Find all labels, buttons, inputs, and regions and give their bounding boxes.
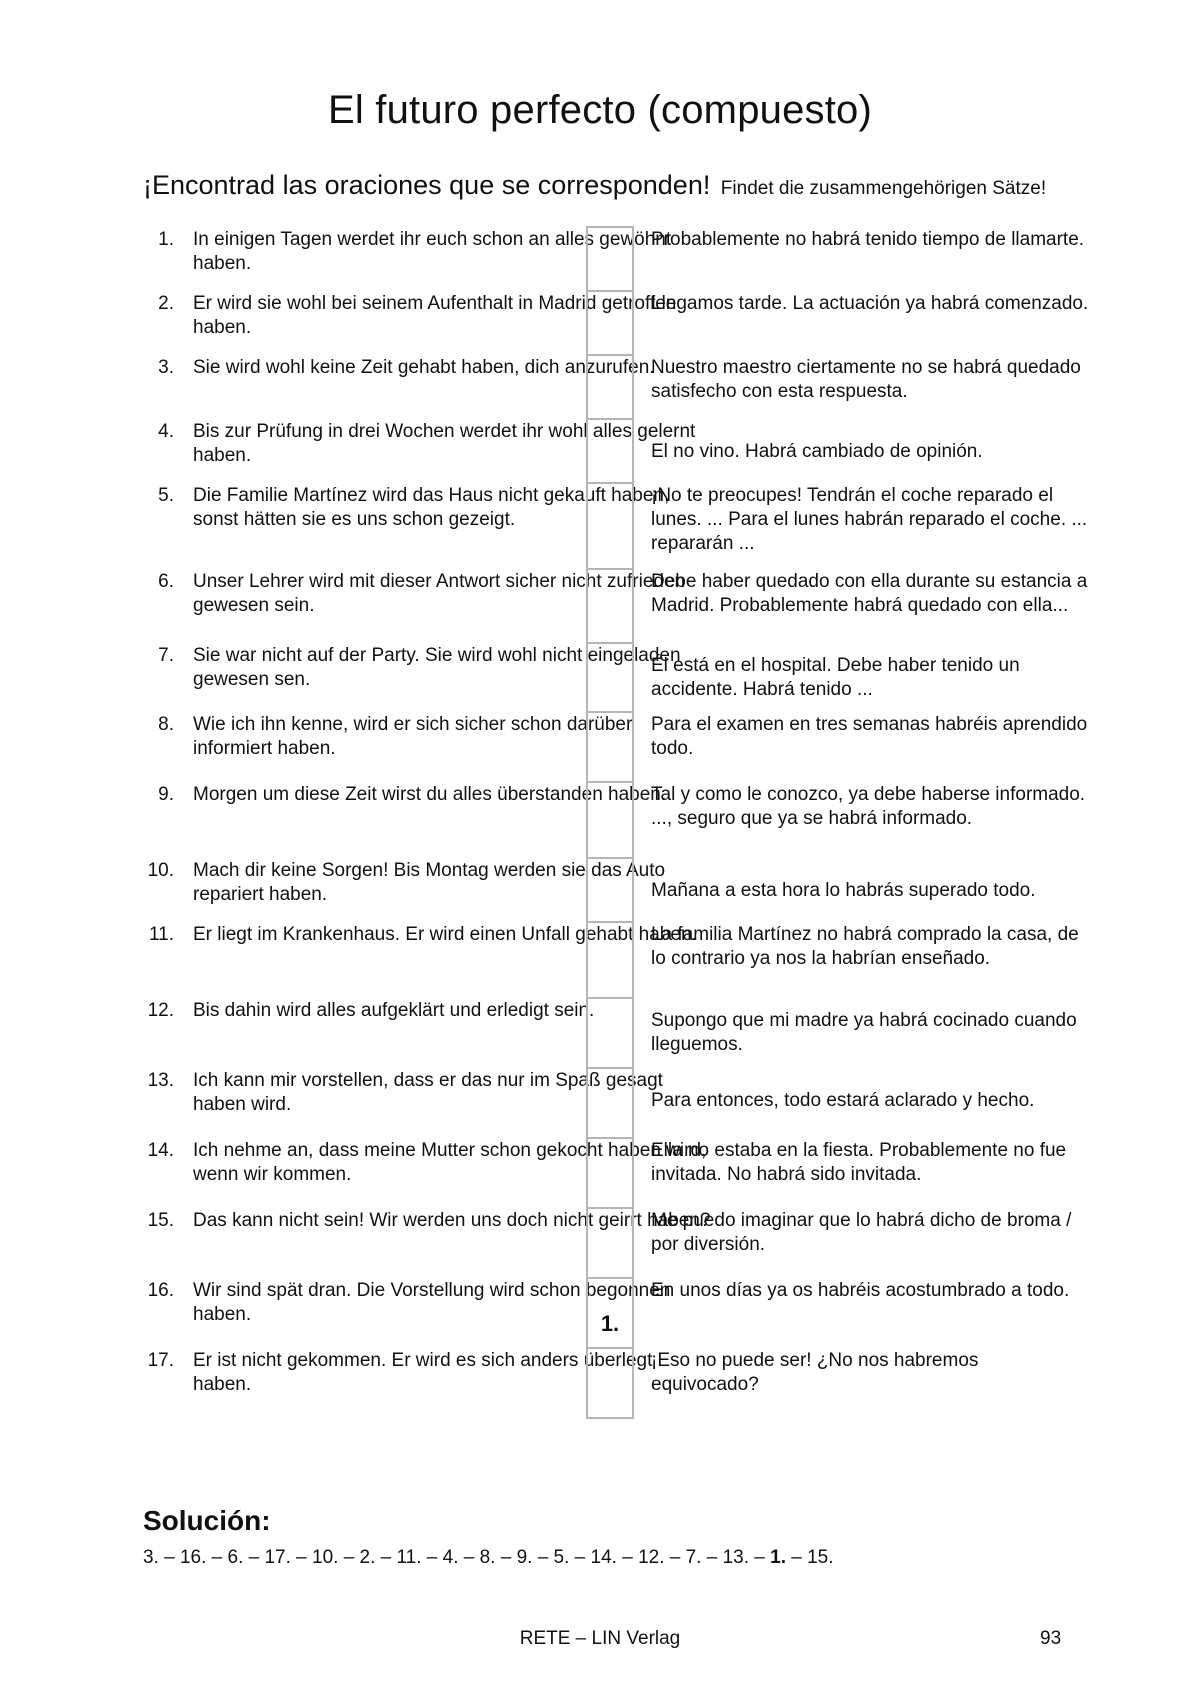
solution-sequence-start: 3. – 16. – 6. – 17. – 10. – 2. – 11. – 4. – 8. – 9. – 5. – 14. – 12. – 7. – 13. – — [143, 1547, 765, 1568]
solution-heading: Solución: — [143, 1505, 271, 1536]
row-number: 7. — [158, 645, 174, 666]
row-number: 5. — [158, 485, 174, 506]
spanish-sentence: La familia Martínez no habrá comprado la casa, de lo contrario ya nos la habrían enseñado. — [651, 924, 1079, 969]
answer-box[interactable]: 1. — [586, 1277, 634, 1349]
row-number: 11. — [148, 924, 174, 945]
answer-box[interactable] — [586, 226, 634, 292]
german-sentence: Das kann nicht sein! Wir werden uns doch nicht geirrt haben? — [193, 1210, 711, 1231]
answer-box[interactable] — [586, 642, 634, 713]
answer-box[interactable] — [586, 568, 634, 644]
row-number: 4. — [158, 421, 174, 442]
row-number: 13. — [147, 1070, 174, 1091]
instruction-german: Findet die zusammengehörigen Sätze! — [720, 178, 1047, 199]
german-sentence: Er ist nicht gekommen. Er wird es sich anders überlegt haben. — [193, 1350, 653, 1395]
instructions — [143, 170, 1046, 201]
german-sentence: Sie wird wohl keine Zeit gehabt haben, dich anzurufen. — [193, 357, 655, 378]
page-number: 93 — [1040, 1628, 1062, 1649]
answer-box[interactable] — [586, 921, 634, 999]
page-title: El futuro perfecto (compuesto) — [327, 88, 873, 132]
spanish-sentence: Debe haber quedado con ella durante su estancia a Madrid. Probablemente habrá quedado con ella... — [651, 571, 1088, 616]
row-number: 15. — [147, 1210, 174, 1231]
row-number: 12. — [147, 1000, 174, 1021]
german-sentence: Er wird sie wohl bei seinem Aufenthalt in Madrid getroffen haben. — [193, 293, 677, 338]
spanish-sentence: Él está en el hospital. Debe haber tenido un accidente. Habrá tenido ... — [651, 655, 1020, 700]
row-number: 16. — [147, 1280, 174, 1301]
row-number: 17. — [147, 1350, 174, 1371]
spanish-sentence: Para el examen en tres semanas habréis aprendido todo. — [651, 714, 1088, 759]
german-sentence: Wie ich ihn kenne, wird er sich sicher schon darüber informiert haben. — [193, 714, 633, 759]
row-number: 10. — [147, 860, 174, 881]
answer-box[interactable] — [586, 1207, 634, 1279]
answer-box[interactable] — [586, 290, 634, 356]
spanish-sentence: Nuestro maestro ciertamente no se habrá quedado satisfecho con esta respuesta. — [651, 357, 1081, 402]
answer-box[interactable] — [586, 711, 634, 783]
spanish-sentence: ¡No te preocupes! Tendrán el coche reparado el lunes. ... Para el lunes habrán reparado el coche. ... repararán ... — [651, 485, 1088, 554]
answer-box[interactable] — [586, 418, 634, 484]
answer-box[interactable] — [586, 1067, 634, 1139]
spanish-sentence: Llegamos tarde. La actuación ya habrá comenzado. — [651, 293, 1089, 314]
solution-sequence-highlight: 1. — [770, 1547, 786, 1568]
spanish-sentence: Para entonces, todo estará aclarado y hecho. — [651, 1090, 1035, 1111]
spanish-sentence: En unos días ya os habréis acostumbrado a todo. — [651, 1280, 1070, 1301]
solution-sequence — [143, 1547, 834, 1569]
row-number: 6. — [158, 571, 174, 592]
spanish-sentence: Tal y como le conozco, ya debe haberse informado. ..., seguro que ya se habrá informado. — [651, 784, 1086, 829]
german-sentence: Bis zur Prüfung in drei Wochen werdet ihr wohl alles gelernt haben. — [193, 421, 696, 466]
answer-box[interactable] — [586, 354, 634, 420]
answer-box[interactable] — [586, 857, 634, 923]
german-sentence: Ich nehme an, dass meine Mutter schon gekocht haben wird, wenn wir kommen. — [193, 1140, 707, 1185]
spanish-sentence: Mañana a esta hora lo habrás superado todo. — [651, 880, 1036, 901]
answer-box[interactable] — [586, 1137, 634, 1209]
german-sentence: Sie war nicht auf der Party. Sie wird wohl nicht eingeladen gewesen sen. — [193, 645, 681, 690]
german-sentence: Unser Lehrer wird mit dieser Antwort sicher nicht zufrieden gewesen sein. — [193, 571, 686, 616]
row-number: 1. — [158, 229, 174, 250]
german-sentence: Wir sind spät dran. Die Vorstellung wird schon begonnen haben. — [193, 1280, 671, 1325]
answer-box[interactable] — [586, 997, 634, 1069]
spanish-sentence: ¡Eso no puede ser! ¿No nos habremos equivocado? — [651, 1350, 979, 1395]
spanish-sentence: El no vino. Habrá cambiado de opinión. — [651, 441, 983, 462]
spanish-sentence: Me puedo imaginar que lo habrá dicho de broma / por diversión. — [651, 1210, 1072, 1255]
spanish-sentence: Ella no estaba en la fiesta. Probablemente no fue invitada. No habrá sido invitada. — [651, 1140, 1067, 1185]
answer-box[interactable] — [586, 1347, 634, 1419]
spanish-sentence: Supongo que mi madre ya habrá cocinado cuando lleguemos. — [651, 1010, 1077, 1055]
answer-box[interactable] — [586, 781, 634, 859]
row-number: 14. — [147, 1140, 174, 1161]
row-number: 2. — [158, 293, 174, 314]
german-sentence: Bis dahin wird alles aufgeklärt und erledigt sein. — [193, 1000, 595, 1021]
answer-box[interactable] — [586, 482, 634, 570]
spanish-sentence: Probablemente no habrá tenido tiempo de llamarte. — [651, 229, 1085, 250]
row-number: 9. — [158, 784, 174, 805]
german-sentence: Die Familie Martínez wird das Haus nicht gekauft haben, sonst hätten sie es uns schon gezeigt. — [193, 485, 670, 530]
instruction-spanish: ¡Encontrad las oraciones que se corresponden! — [143, 170, 711, 200]
german-sentence: Ich kann mir vorstellen, dass er das nur im Spaß gesagt haben wird. — [193, 1070, 663, 1115]
german-sentence: Mach dir keine Sorgen! Bis Montag werden sie das Auto repariert haben. — [193, 860, 666, 905]
row-number: 3. — [158, 357, 174, 378]
german-sentence: Er liegt im Krankenhaus. Er wird einen Unfall gehabt haben. — [193, 924, 697, 945]
row-number: 8. — [158, 714, 174, 735]
solution-sequence-end: – 15. — [791, 1547, 834, 1568]
footer-publisher: RETE – LIN Verlag — [519, 1628, 681, 1649]
german-sentence: In einigen Tagen werdet ihr euch schon an alles gewöhnt haben. — [193, 229, 672, 274]
german-sentence: Morgen um diese Zeit wirst du alles überstanden haben. — [193, 784, 667, 805]
